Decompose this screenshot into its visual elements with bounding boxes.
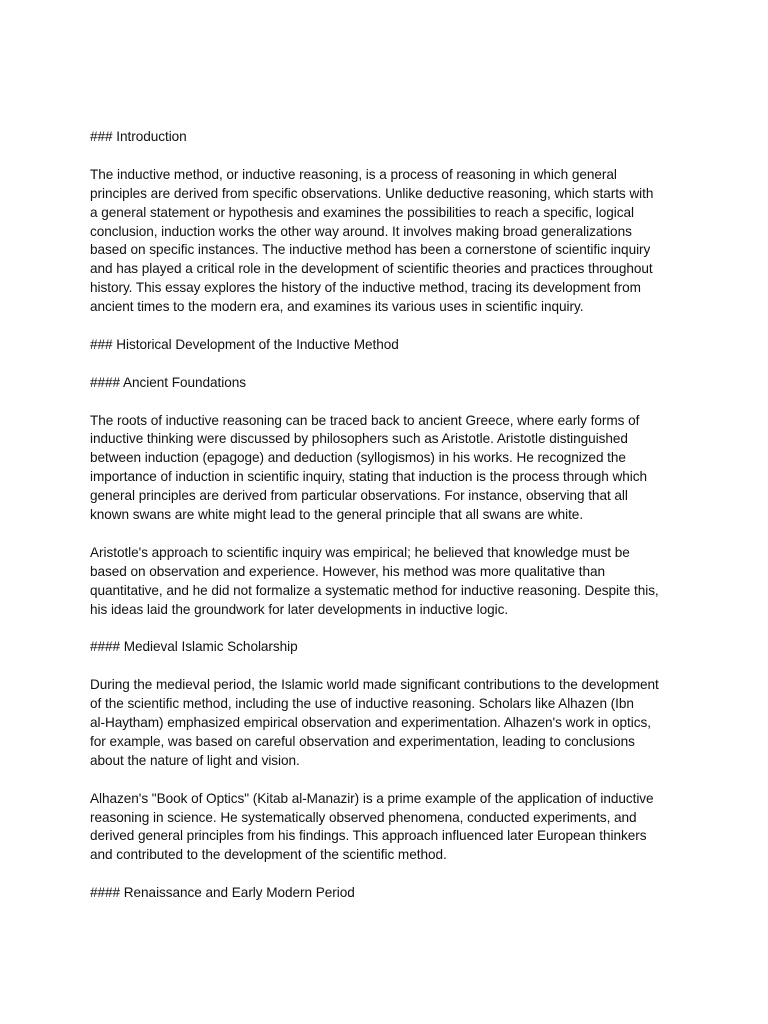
heading-ancient-foundations: #### Ancient Foundations: [90, 374, 247, 390]
heading-historical-development: ### Historical Development of the Inductive Method: [90, 336, 399, 352]
document-page: [90, 128, 690, 922]
heading-renaissance: #### Renaissance and Early Modern Period: [90, 885, 355, 901]
paragraph-ancient-foundations-1: The roots of inductive reasoning can be traced back to ancient Greece, where early forms of inductive thinking were discussed by philosophers such as Aristotle. Aristotle distinguished between induction (epagoge) and deduction (syllogismos) in his works. He recognized the importance of induction in scientific inquiry, stating that induction is the process through which general principles are derived from particular observations. For instance, observing that all known swans are white might lead to the general principle that all swans are white.: [90, 412, 648, 523]
paragraph-introduction: The inductive method, or inductive reasoning, is a process of reasoning in which general principles are derived from specific observations. Unlike deductive reasoning, which starts with a general statement or hypothesis and examines the possibilities to reach a specific, logical conclusion, induction works the other way around. It involves making broad generalizations based on specific instances. The inductive method has been a cornerstone of scientific inquiry and has played a critical role in the development of scientific theories and practices throughout history. This essay explores the history of the inductive method, tracing its development from ancient times to the modern era, and examines its various uses in scientific inquiry.: [90, 166, 654, 315]
paragraph-medieval-islamic-1: During the medieval period, the Islamic world made significant contributions to the development of the scientific method, including the use of inductive reasoning. Scholars like Alhazen (Ibn al-Haytham) emphasized empirical observation and experimentation. Alhazen's work in optics, for example, was based on careful observation and experimentation, leading to conclusions about the nature of light and vision.: [90, 677, 659, 768]
paragraph-ancient-foundations-2: Aristotle's approach to scientific inquiry was empirical; he believed that knowledge must be based on observation and experience. However, his method was more qualitative than quantitative, and he did not formalize a systematic method for inductive reasoning. Despite this, his ideas laid the groundwork for later developments in inductive logic.: [90, 544, 659, 617]
heading-medieval-islamic: #### Medieval Islamic Scholarship: [90, 639, 298, 655]
paragraph-medieval-islamic-2: Alhazen's "Book of Optics" (Kitab al-Manazir) is a prime example of the application of inductive reasoning in science. He systematically observed phenomena, conducted experiments, and derived general principles from his findings. This approach influenced later European thinkers and contributed to the development of the scientific method.: [90, 790, 654, 863]
heading-introduction: ### Introduction: [90, 129, 187, 144]
